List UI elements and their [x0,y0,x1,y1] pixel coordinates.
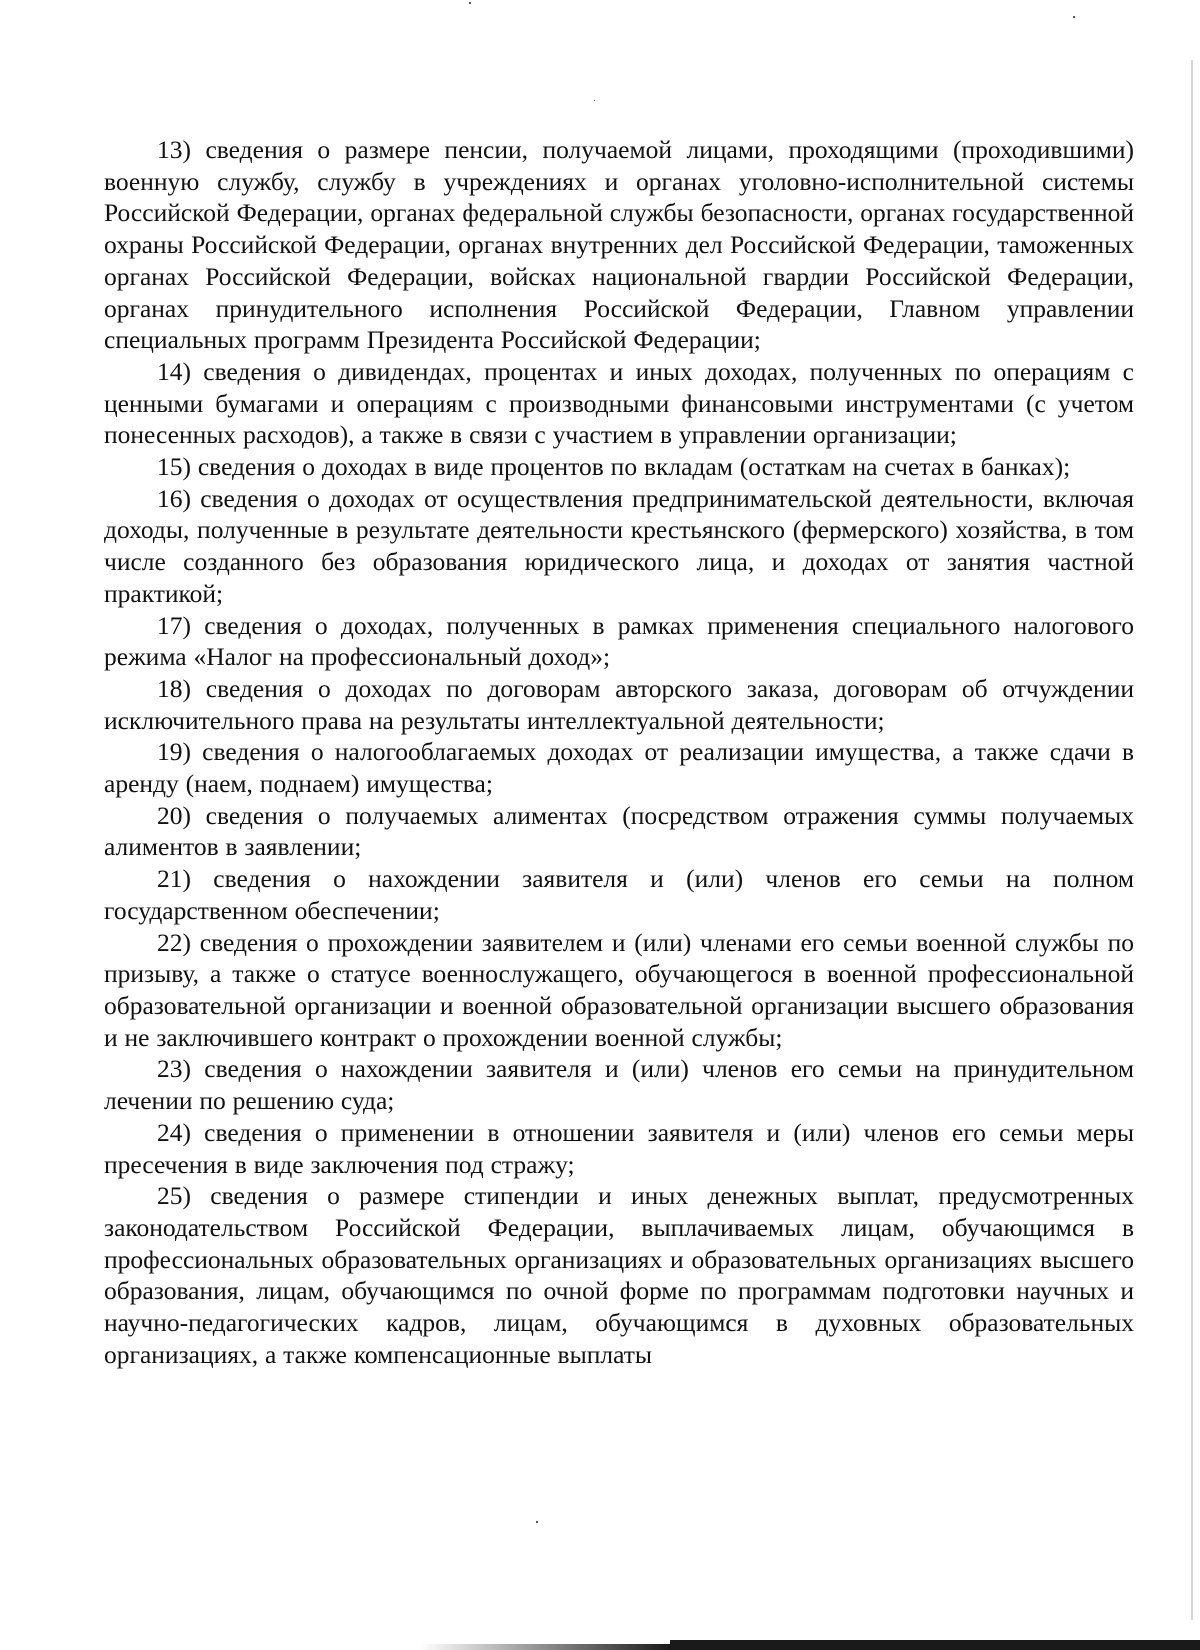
paragraph-17: 17) сведения о доходах, полученных в рамках применения специального налогового режима «Налог на профессиональный доход»; [104,610,1134,672]
paragraph-18: 18) сведения о доходах по договорам авторского заказа, договорам об отчуждении исключительного права на результаты интеллектуальной деятельности; [104,673,1134,735]
paragraph-23: 23) сведения о нахождении заявителя и (или) членов его семьи на принудительном лечении по решению суда; [104,1054,1134,1116]
scan-speck [594,100,595,101]
paragraph-15: 15) сведения о доходах в виде процентов по вкладам (остаткам на счетах в банках); [157,452,1071,482]
paragraph-14: 14) сведения о дивидендах, процентах и иных доходах, полученных по операциям с ценными бумагами и операциям с производными финансовыми инструментами (с учетом понесенных расходов), а также в связи с участием в управлении организации; [104,356,1134,450]
scan-speck [469,2,471,4]
paragraph-25: 25) сведения о размере стипендии и иных денежных выплат, предусмотренных законодательством Российской Федерации, выплачиваемых лицам, обучающимся в профессиональных образовательных организациях и образовательных организациях высшего образования, лицам, обучающимся по очной форме по программам подготовки научных и научно-педагогических кадров, лицам, обучающимся в духовных образовательных организациях, а также компенсационные выплаты [104,1181,1134,1369]
paragraph-22: 22) сведения о прохождении заявителем и (или) членами его семьи военной службы по призыву, а также о статусе военнослужащего, обучающегося в военной профессиональной образовательной организации и военной образовательной организации высшего образования и не заключившего контракт о прохождении военной службы; [104,927,1134,1052]
scan-bottom-shadow [420,1644,670,1650]
paragraph-19: 19) сведения о налогооблагаемых доходах от реализации имущества, а также сдачи в аренду (наем, поднаем) имущества; [104,737,1134,799]
scan-speck [1073,16,1075,18]
paragraph-21: 21) сведения о нахождении заявителя и (или) членов его семьи на полном государственном обеспечении; [104,864,1134,925]
document-body [104,134,1134,1370]
paragraph-24: 24) сведения о применении в отношении заявителя и (или) членов его семьи меры пресечения в виде заключения под стражу; [104,1117,1134,1179]
paragraph-20: 20) сведения о получаемых алиментах (посредством отражения суммы получаемых алиментов в заявлении; [104,800,1134,862]
scan-bottom-edge [670,1640,1200,1650]
scan-speck [536,1521,538,1523]
scan-edge-line [1191,60,1193,1620]
paragraph-13: 13) сведения о размере пенсии, получаемой лицами, проходящими (проходившими) военную службу, службу в учреждениях и органах уголовно-исполнительной системы Российской Федерации, органах федеральной службы безопасности, органах государственной охраны Российской Федерации, органах внутренних дел Российской Федерации, таможенных органах Российской Федерации, войсках национальной гвардии Российской Федерации, органах принудительного исполнения Российской Федерации, Главном управлении специальных программ Президента Российской Федерации; [104,135,1134,355]
paragraph-16: 16) сведения о доходах от осуществления предпринимательской деятельности, включая доходы, полученные в результате деятельности крестьянского (фермерского) хозяйства, в том числе созданного без образования юридического лица, и доходах от занятия частной практикой; [104,483,1134,608]
